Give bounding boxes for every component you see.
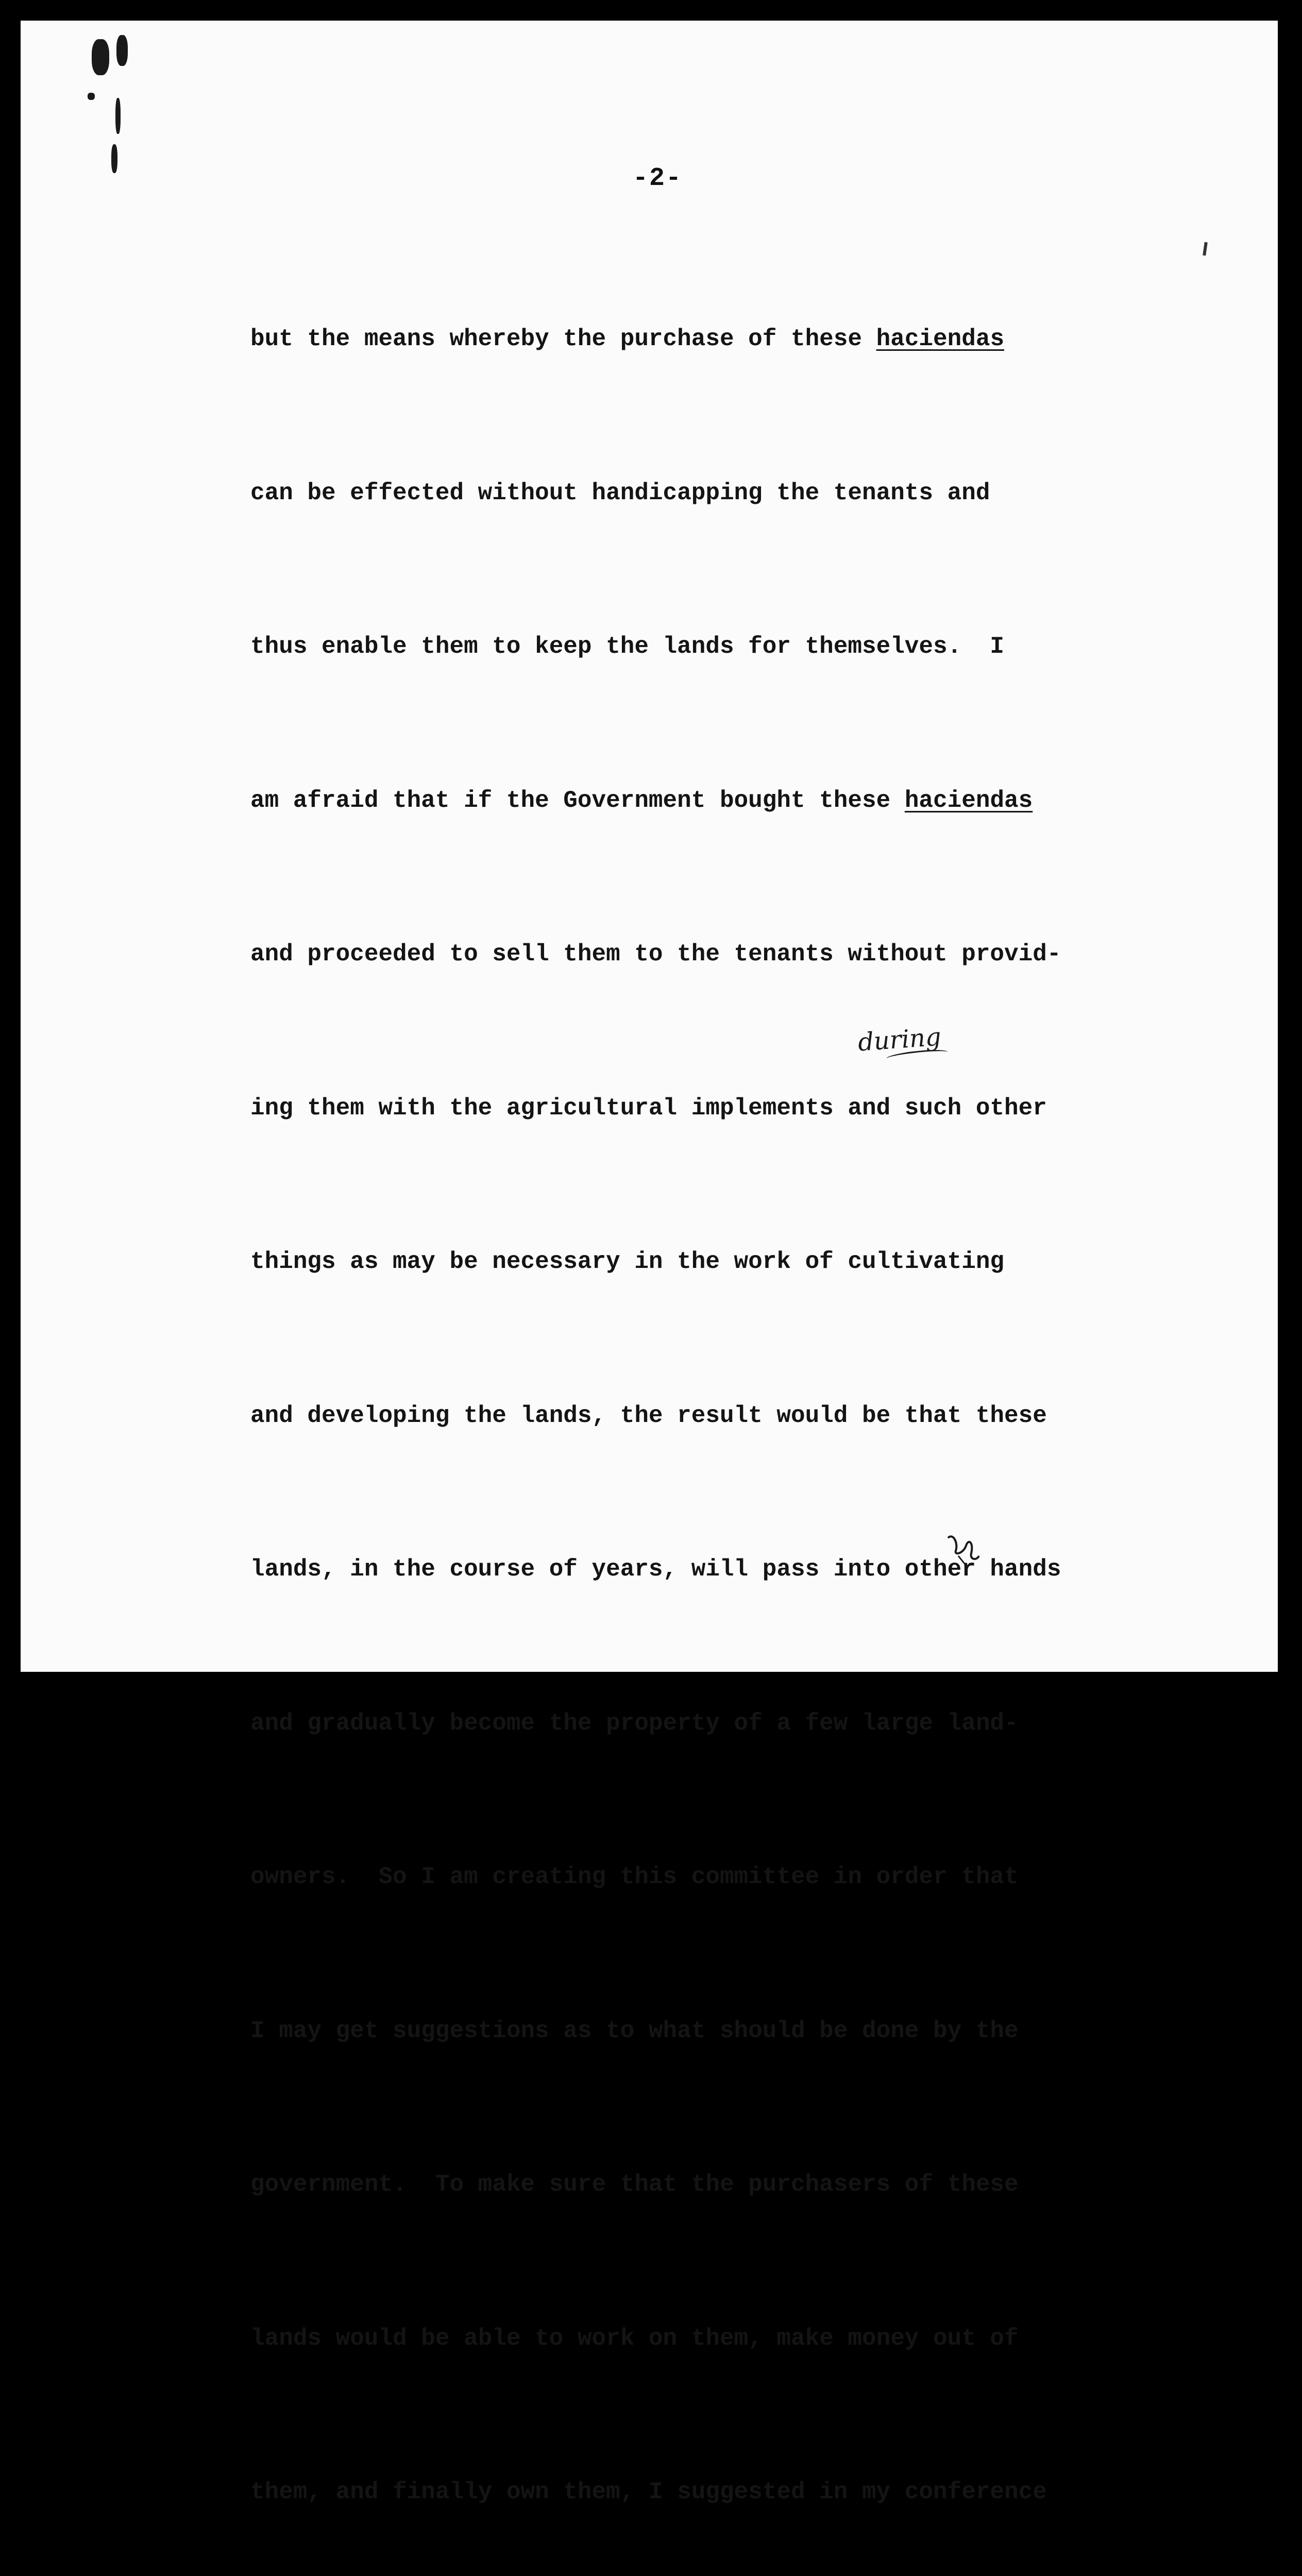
typed-body bbox=[250, 211, 1157, 2576]
text-line: can be effected without handicapping the tenants and bbox=[250, 479, 990, 506]
text-line: lands would be able to work on them, make money out of bbox=[250, 2325, 1019, 2352]
text-line bbox=[250, 775, 1157, 827]
handwritten-insert: during bbox=[857, 1022, 942, 1057]
text-line: thus enable them to keep the lands for themselves. I bbox=[250, 633, 1005, 660]
page-number: -2- bbox=[633, 164, 683, 193]
text-line: government. To make sure that the purchasers of these bbox=[250, 2171, 1019, 2198]
handwritten-initials-mark bbox=[943, 1528, 984, 1569]
line-text: am afraid that if the Government bought these bbox=[250, 787, 905, 814]
text-line: and proceeded to sell them to the tenants without provid- bbox=[250, 941, 1061, 968]
scan-speck bbox=[92, 39, 109, 75]
underlined-word: haciendas bbox=[876, 326, 1005, 352]
text-line: things as may be necessary in the work of cultivating bbox=[250, 1248, 1005, 1275]
text-line: owners. So I am creating this committee in order that bbox=[250, 1863, 1019, 1890]
text-line: ing them with the agricultural implements and such other bbox=[250, 1094, 1047, 1122]
underlined-word: haciendas bbox=[904, 787, 1033, 814]
text-line: and gradually become the property of a few large land- bbox=[250, 1709, 1019, 1737]
text-line: I may get suggestions as to what should be done by the bbox=[250, 2017, 1019, 2044]
scan-speck bbox=[115, 98, 121, 134]
line-text: but the means whereby the purchase of these bbox=[250, 326, 876, 352]
text-line bbox=[250, 314, 1157, 365]
scan-speck bbox=[111, 144, 117, 173]
text-line: them, and finally own them, I suggested in my conference bbox=[250, 2479, 1047, 2505]
text-line: and developing the lands, the result would be that these bbox=[250, 1402, 1047, 1429]
text-line: lands, in the course of years, will pass into other hands bbox=[250, 1556, 1061, 1583]
scan-speck bbox=[116, 35, 128, 66]
scan-speck bbox=[88, 93, 95, 100]
